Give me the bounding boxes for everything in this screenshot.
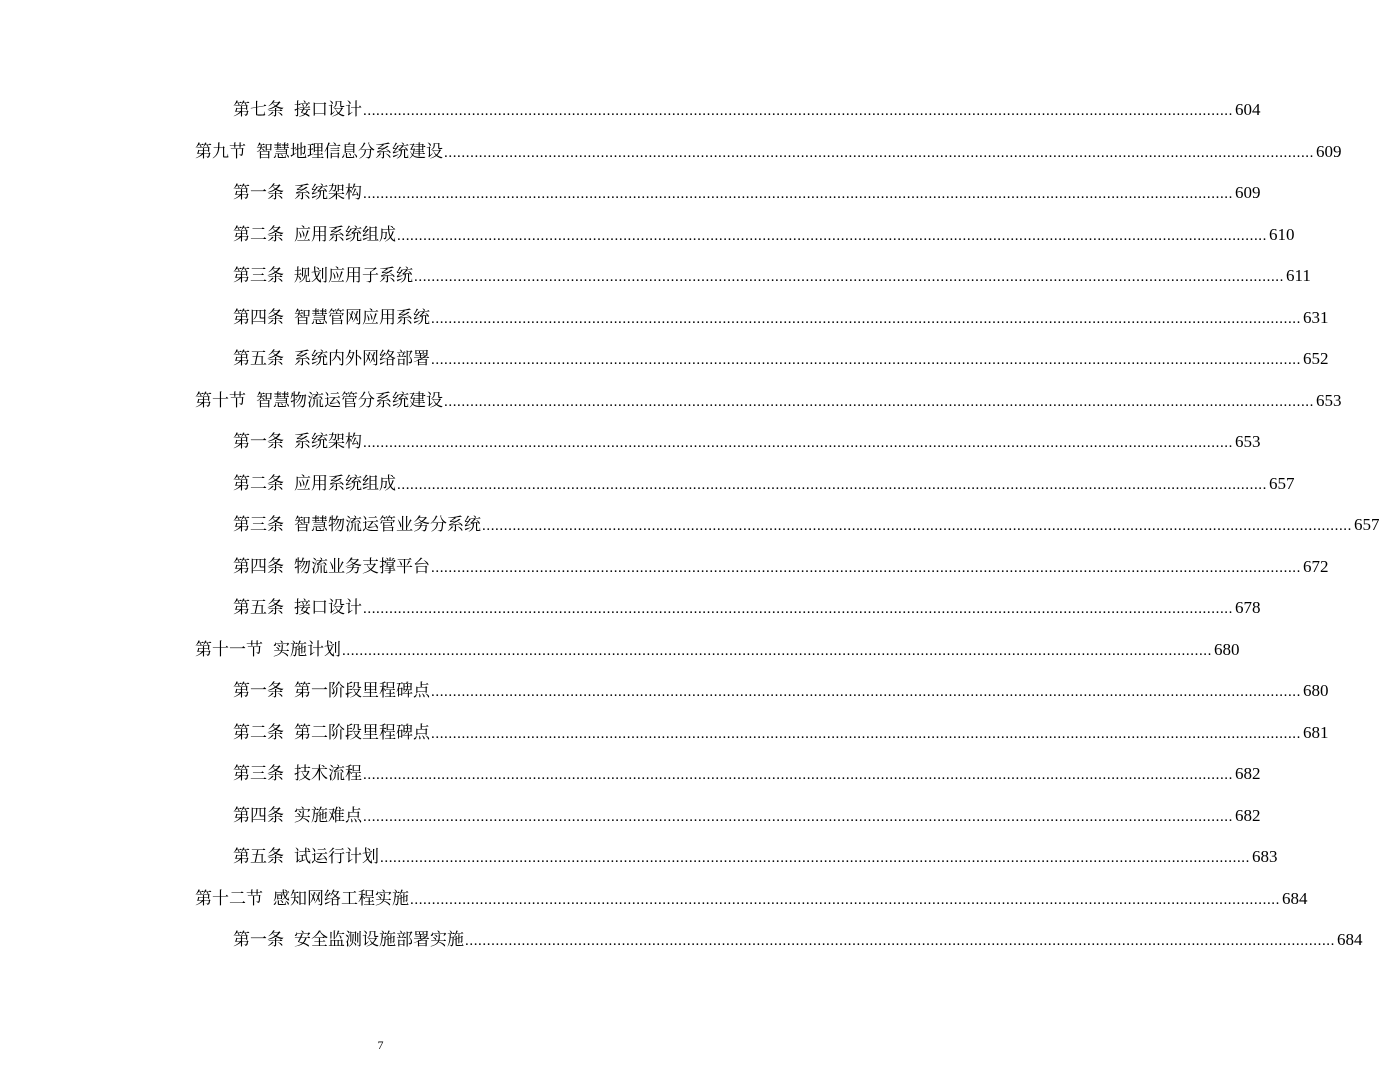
toc-entry-page: 610 [1269,224,1295,244]
toc-entry-page: 609 [1316,141,1342,161]
dot-leader: ........................................................................................................................................................................................................ [397,476,1267,493]
toc-entry-page: 657 [1354,515,1380,534]
toc-article-entry[interactable] [0,338,1329,380]
toc-entry-page: 631 [1303,307,1329,327]
dot-leader: ........................................................................................................................................................................................................ [410,891,1280,908]
toc-entry-line [195,380,1342,422]
toc-entry-number: 第三条 [233,266,284,286]
toc-article-entry[interactable] [0,587,1261,629]
toc-article-entry[interactable] [0,546,1329,588]
toc-entry-line [233,504,1380,546]
toc-entry-line [233,670,1329,712]
toc-entry-line [233,795,1261,837]
dot-leader: ........................................................................................................................................................................................................ [431,352,1301,368]
toc-entry-title: 物流业务支撑平台 [294,556,430,577]
toc-entry-number: 第四条 [233,307,284,328]
toc-article-entry[interactable] [0,255,1311,297]
toc-article-entry[interactable] [0,919,1363,961]
page-number: 7 [377,1038,384,1052]
toc-entry-page: 611 [1286,266,1311,285]
toc-entry-line [233,89,1261,131]
toc-entry-page: 609 [1235,183,1261,202]
toc-article-entry[interactable] [0,795,1261,837]
toc-article-entry[interactable] [0,172,1261,214]
toc-entry-page: 672 [1303,556,1329,576]
dot-leader: ........................................................................................................................................................................................................ [363,808,1233,825]
toc-entry-page: 683 [1252,847,1278,866]
toc-entry-page: 657 [1269,473,1295,493]
toc-entry-page: 681 [1303,722,1329,742]
toc-entry-title: 接口设计 [294,598,362,618]
toc-entry-line [233,919,1363,961]
dot-leader: ........................................................................................................................................................................................................ [363,767,1233,783]
toc-section-entry[interactable] [0,629,1240,671]
dot-leader: ........................................................................................................................................................................................................ [397,227,1267,244]
toc-article-entry[interactable] [0,670,1329,712]
toc-entry-page: 684 [1337,930,1363,949]
toc-entry-page: 680 [1214,639,1240,659]
toc-article-entry[interactable] [0,297,1329,339]
toc-entry-title: 智慧管网应用系统 [294,307,430,328]
toc-entry-title: 实施计划 [273,639,341,660]
toc-entry-line [233,587,1261,629]
toc-entry-title: 试运行计划 [294,847,379,867]
toc-entry-number: 第二条 [233,722,284,743]
toc-article-entry[interactable] [0,89,1261,131]
toc-entry-line [195,629,1240,671]
toc-entry-line [233,255,1311,297]
toc-entry-number: 第九节 [195,141,246,162]
toc-entry-page: 653 [1235,432,1261,451]
toc-entry-title: 系统架构 [294,183,362,203]
dot-leader: ........................................................................................................................................................................................................ [482,518,1352,534]
dot-leader: ........................................................................................................................................................................................................ [431,559,1301,576]
dot-leader: ........................................................................................................................................................................................................ [342,642,1212,659]
toc-entry-title: 感知网络工程实施 [273,888,409,909]
toc-entry-page: 653 [1316,390,1342,410]
toc-entry-line [233,172,1261,214]
dot-leader: ........................................................................................................................................................................................................ [444,144,1314,161]
toc-entry-number: 第一条 [233,183,284,203]
toc-entry-title: 智慧地理信息分系统建设 [256,141,443,162]
toc-entry-number: 第十一节 [195,639,263,660]
toc-entry-title: 系统架构 [294,432,362,452]
toc-entry-title: 智慧物流运管分系统建设 [256,390,443,411]
toc-section-entry[interactable] [0,131,1342,173]
dot-leader: ........................................................................................................................................................................................................ [465,933,1335,949]
dot-leader: ........................................................................................................................................................................................................ [363,186,1233,202]
toc-entry-number: 第一条 [233,930,284,950]
toc-entry-line [233,463,1295,505]
toc-entry-title: 规划应用子系统 [294,266,413,286]
toc-entry-title: 接口设计 [294,100,362,120]
toc-entry-number: 第一条 [233,432,284,452]
dot-leader: ........................................................................................................................................................................................................ [431,725,1301,742]
toc-entry-title: 应用系统组成 [294,473,396,494]
toc-entry-number: 第二条 [233,224,284,245]
toc-entry-page: 684 [1282,888,1308,908]
toc-article-entry[interactable] [0,712,1329,754]
toc-entry-line [233,214,1295,256]
toc-article-entry[interactable] [0,421,1261,463]
toc-entry-number: 第三条 [233,515,284,535]
toc-entry-line [233,836,1278,878]
toc-entry-number: 第一条 [233,681,284,701]
toc-entry-title: 第一阶段里程碑点 [294,681,430,701]
dot-leader: ........................................................................................................................................................................................................ [444,393,1314,410]
toc-entry-page: 604 [1235,100,1261,119]
toc-entry-number: 第十二节 [195,888,263,909]
toc-entry-title: 应用系统组成 [294,224,396,245]
toc-entry-title: 系统内外网络部署 [294,349,430,369]
toc-entry-page: 680 [1303,681,1329,700]
toc-entry-title: 实施难点 [294,805,362,826]
toc-entry-page: 652 [1303,349,1329,368]
dot-leader: ........................................................................................................................................................................................................ [363,103,1233,119]
toc-article-entry[interactable] [0,753,1261,795]
toc-entry-page: 678 [1235,598,1261,617]
toc-article-entry[interactable] [0,504,1380,546]
toc-entry-number: 第五条 [233,349,284,369]
toc-entry-number: 第十节 [195,390,246,411]
toc-entry-line [195,131,1342,173]
toc-entry-line [233,753,1261,795]
toc-section-entry[interactable] [0,878,1308,920]
toc-entry-number: 第四条 [233,805,284,826]
toc-entry-line [233,338,1329,380]
toc-article-entry[interactable] [0,214,1295,256]
toc-entry-title: 技术流程 [294,764,362,784]
toc-entry-title: 安全监测设施部署实施 [294,930,464,950]
toc-entry-number: 第三条 [233,764,284,784]
dot-leader: ........................................................................................................................................................................................................ [363,601,1233,617]
toc-entry-title: 第二阶段里程碑点 [294,722,430,743]
dot-leader: ........................................................................................................................................................................................................ [380,850,1250,866]
dot-leader: ........................................................................................................................................................................................................ [431,310,1301,327]
dot-leader: ........................................................................................................................................................................................................ [431,684,1301,700]
toc-entry-number: 第五条 [233,847,284,867]
toc-entry-number: 第五条 [233,598,284,618]
table-of-contents [0,89,1380,961]
toc-article-entry[interactable] [0,463,1295,505]
toc-article-entry[interactable] [0,836,1278,878]
dot-leader: ........................................................................................................................................................................................................ [363,435,1233,451]
toc-entry-page: 682 [1235,805,1261,825]
toc-entry-number: 第七条 [233,100,284,120]
toc-entry-page: 682 [1235,764,1261,783]
dot-leader: ........................................................................................................................................................................................................ [414,269,1284,285]
toc-entry-number: 第二条 [233,473,284,494]
toc-entry-line [195,878,1308,920]
toc-entry-line [233,297,1329,339]
toc-entry-title: 智慧物流运管业务分系统 [294,515,481,535]
toc-entry-line [233,546,1329,588]
toc-entry-line [233,712,1329,754]
toc-section-entry[interactable] [0,380,1342,422]
toc-entry-number: 第四条 [233,556,284,577]
toc-entry-line [233,421,1261,463]
